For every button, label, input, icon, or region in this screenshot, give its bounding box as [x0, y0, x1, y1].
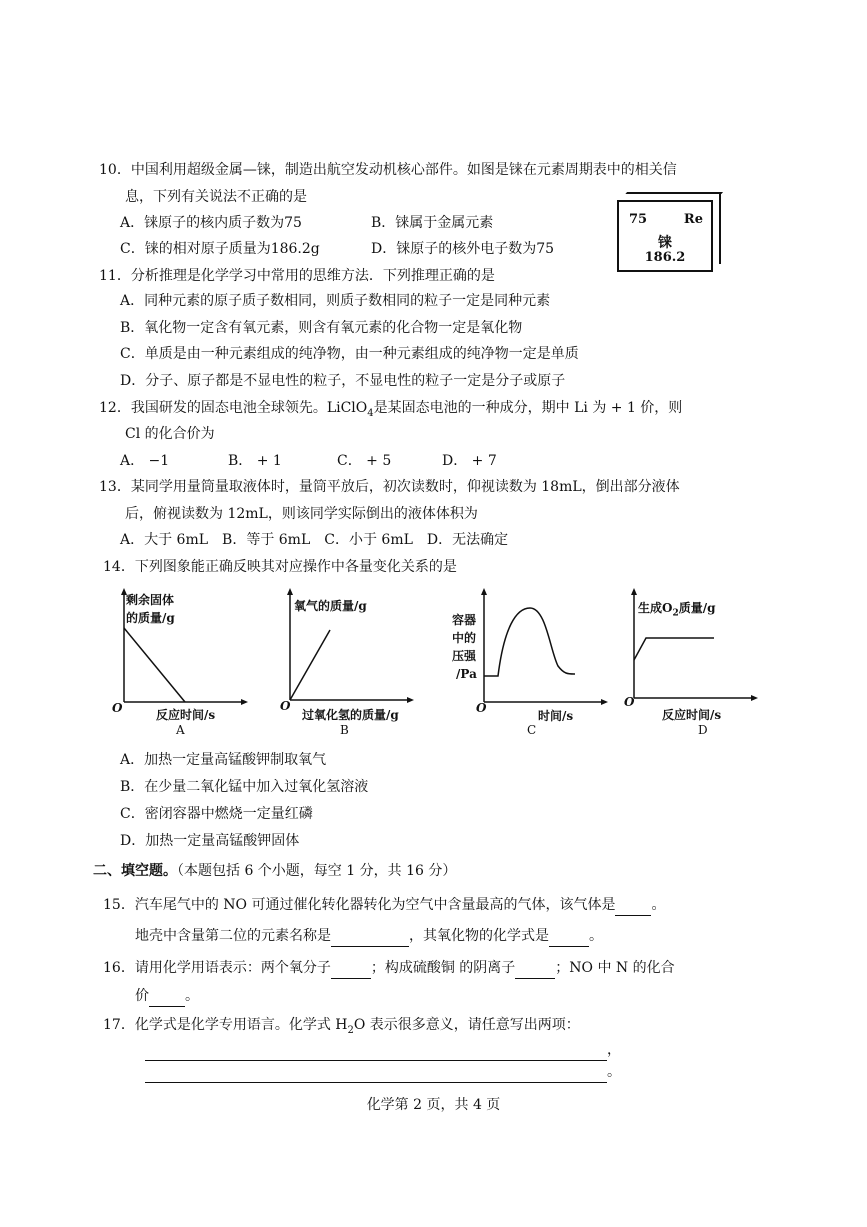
graph-a-caption: A: [176, 723, 185, 737]
graph-a-origin: O: [112, 701, 123, 715]
graph-a-curve: [124, 628, 185, 702]
q15-text-2: 地壳中含量第二位的元素名称是: [135, 928, 331, 944]
graph-d-ylabel-subscript: 2: [672, 608, 679, 619]
graph-c-ylabel-1: 容器: [452, 613, 477, 627]
q17-end-1: ，: [607, 1042, 621, 1058]
element-name: 铼: [658, 235, 672, 251]
q15-line1: [103, 895, 665, 916]
graph-c-y-arrow: [481, 588, 487, 595]
element-symbol: Re: [683, 212, 703, 227]
graph-d-caption: D: [698, 723, 708, 737]
q11-option-d: D．分子、原子都是不显电性的粒子，不显电性的粒子一定是分子或原子: [120, 373, 566, 389]
q12-option-d: D． + 7: [442, 453, 497, 469]
element-card-rhenium: [617, 200, 713, 272]
q10-stem-line2: 息，下列有关说法不正确的是: [125, 189, 307, 205]
q16-text-4: 价: [135, 988, 149, 1004]
graph-c-xlabel: 时间/s: [538, 709, 574, 723]
graph-d-ylabel-unit: 质量/g: [678, 601, 716, 615]
q15-text-3: ，其氧化物的化学式是: [409, 928, 549, 944]
q17-blank-2[interactable]: [145, 1062, 607, 1083]
q14-option-c: C．密闭容器中燃烧一定量红磷: [120, 806, 313, 822]
q17-subscript: 2: [347, 1024, 354, 1036]
q12-subscript: 4: [367, 407, 374, 419]
section-2-note: （本题包括 6 个小题，每空 1 分，共 16 分）: [177, 863, 457, 879]
q17-end-2: 。: [607, 1064, 621, 1080]
graph-d-x-arrow: [751, 695, 758, 701]
q16-text-3: ；NO 中 N 的化合: [555, 960, 675, 976]
q17-blank-1[interactable]: [145, 1040, 607, 1061]
graph-b-x-arrow: [407, 697, 414, 703]
element-atomic-number: 75: [629, 212, 648, 227]
graph-d-curve: [634, 638, 714, 660]
graph-c-x-arrow: [601, 699, 608, 705]
graph-b-xlabel: 过氧化氢的质量/g: [302, 708, 399, 722]
graph-a-xlabel: 反应时间/s: [156, 708, 216, 722]
q15-end-2: 。: [589, 928, 603, 944]
q15-text-1: 15．汽车尾气中的 NO 可通过催化转化器转化为空气中含量最高的气体，该气体是: [103, 897, 616, 913]
q10-option-d: D．铼原子的核外电子数为75: [371, 241, 555, 257]
graph-c-origin: O: [476, 701, 487, 715]
graph-c-ylabel-3: 压强: [452, 649, 477, 663]
q12-option-b: B． + 1: [228, 453, 282, 469]
q15-blank-1[interactable]: [615, 895, 651, 916]
graph-a-ylabel-1: 剩余固体: [126, 593, 175, 607]
q12-stem-text: 12．我国研发的固态电池全球领先。LiClO: [99, 400, 368, 416]
graph-d-origin: O: [624, 695, 635, 709]
graph-c-ylabel-2: 中的: [452, 631, 477, 645]
q16-end: 。: [185, 988, 199, 1004]
q14-option-a: A．加热一定量高锰酸钾制取氧气: [120, 752, 327, 768]
graph-b-ylabel: 氧气的质量/g: [294, 599, 367, 613]
q10-option-a: A．铼原子的核内质子数为75: [120, 215, 302, 231]
graph-a-ylabel-2: 的质量/g: [126, 611, 175, 625]
q16-line2: [135, 986, 199, 1007]
q13-stem-line2: 后，俯视读数为 12mL，则该同学实际倒出的液体体积为: [125, 506, 478, 522]
q12-option-c: C． + 5: [337, 453, 392, 469]
section-2-title: 二、填空题。: [93, 863, 177, 879]
q12-stem-line2: Cl 的化合价为: [125, 426, 215, 442]
graph-d-y-arrow: [631, 588, 637, 595]
q12-stem-text-2: 是某固态电池的一种成分，期中 Li 为 + 1 价，则: [373, 400, 683, 416]
q16-text-2: ；构成硫酸铜 的阴离子: [370, 960, 516, 976]
graph-b-y-arrow: [287, 588, 293, 595]
graph-d-ylabel: [638, 600, 716, 621]
q16-blank-2[interactable]: [515, 958, 555, 979]
q13-options: A．大于 6mL B．等于 6mL C．小于 6mL D．无法确定: [120, 532, 509, 548]
element-mass: 186.2: [644, 250, 686, 265]
q11-stem: 11．分析推理是化学学习中常用的思维方法．下列推理正确的是: [99, 268, 495, 284]
q14-option-d: D．加热一定量高锰酸钾固体: [120, 833, 300, 849]
q11-option-a: A．同种元素的原子质子数相同，则质子数相同的粒子一定是同种元素: [120, 293, 551, 309]
q11-option-b: B．氧化物一定含有氧元素，则含有氧元素的化合物一定是氧化物: [120, 320, 523, 336]
q10-option-c: C．铼的相对原子质量为186.2g: [120, 241, 320, 257]
graph-d-ylabel-text: 生成O: [638, 601, 673, 615]
graph-c-caption: C: [527, 723, 537, 737]
q17-stem: [103, 1015, 580, 1041]
graph-c-ylabel-4: /Pa: [456, 667, 477, 681]
q15-blank-2[interactable]: [331, 926, 409, 947]
q16-line1: [103, 958, 675, 979]
q15-blank-3[interactable]: [549, 926, 589, 947]
q17-text-2: O 表示很多意义，请任意写出两项：: [353, 1017, 580, 1033]
q12-option-a: A． −1: [120, 453, 170, 469]
q14-option-b: B．在少量二氧化锰中加入过氧化氢溶液: [120, 779, 369, 795]
graph-d-xlabel: 反应时间/s: [662, 708, 722, 722]
q17-answer-line-1: [145, 1040, 621, 1061]
q11-option-c: C．单质是由一种元素组成的纯净物，由一种元素组成的纯净物一定是单质: [120, 346, 579, 362]
q17-answer-line-2: [145, 1062, 621, 1083]
q16-blank-1[interactable]: [331, 958, 371, 979]
q16-blank-3[interactable]: [149, 986, 185, 1007]
graph-c-curve: [484, 608, 575, 676]
q17-text-1: 17．化学式是化学专用语言。化学式 H: [103, 1017, 348, 1033]
graph-b-caption: B: [340, 723, 349, 737]
q15-end-1: 。: [651, 897, 666, 913]
q13-stem-line1: 13．某同学用量筒量取液体时，量筒平放后，初次读数时，仰视读数为 18mL，倒出部分液体: [99, 479, 680, 495]
graph-b-curve: [290, 630, 330, 700]
q14-stem: 14．下列图象能正确反映其对应操作中各量变化关系的是: [103, 559, 457, 575]
q12-stem-line1: [99, 398, 682, 424]
graph-a-x-arrow: [241, 699, 248, 705]
graph-b-origin: O: [280, 699, 291, 713]
q15-line2: [135, 926, 603, 947]
q10-stem-line1: 10．中国利用超级金属—铼，制造出航空发动机核心部件。如图是铼在元素周期表中的相关信: [99, 162, 677, 178]
page-footer: 化学第 2 页，共 4 页: [366, 1097, 501, 1113]
q10-option-b: B．铼属于金属元素: [371, 215, 494, 231]
q16-text-1: 16．请用化学用语表示：两个氧分子: [103, 960, 331, 976]
section-2-header: [93, 861, 456, 881]
